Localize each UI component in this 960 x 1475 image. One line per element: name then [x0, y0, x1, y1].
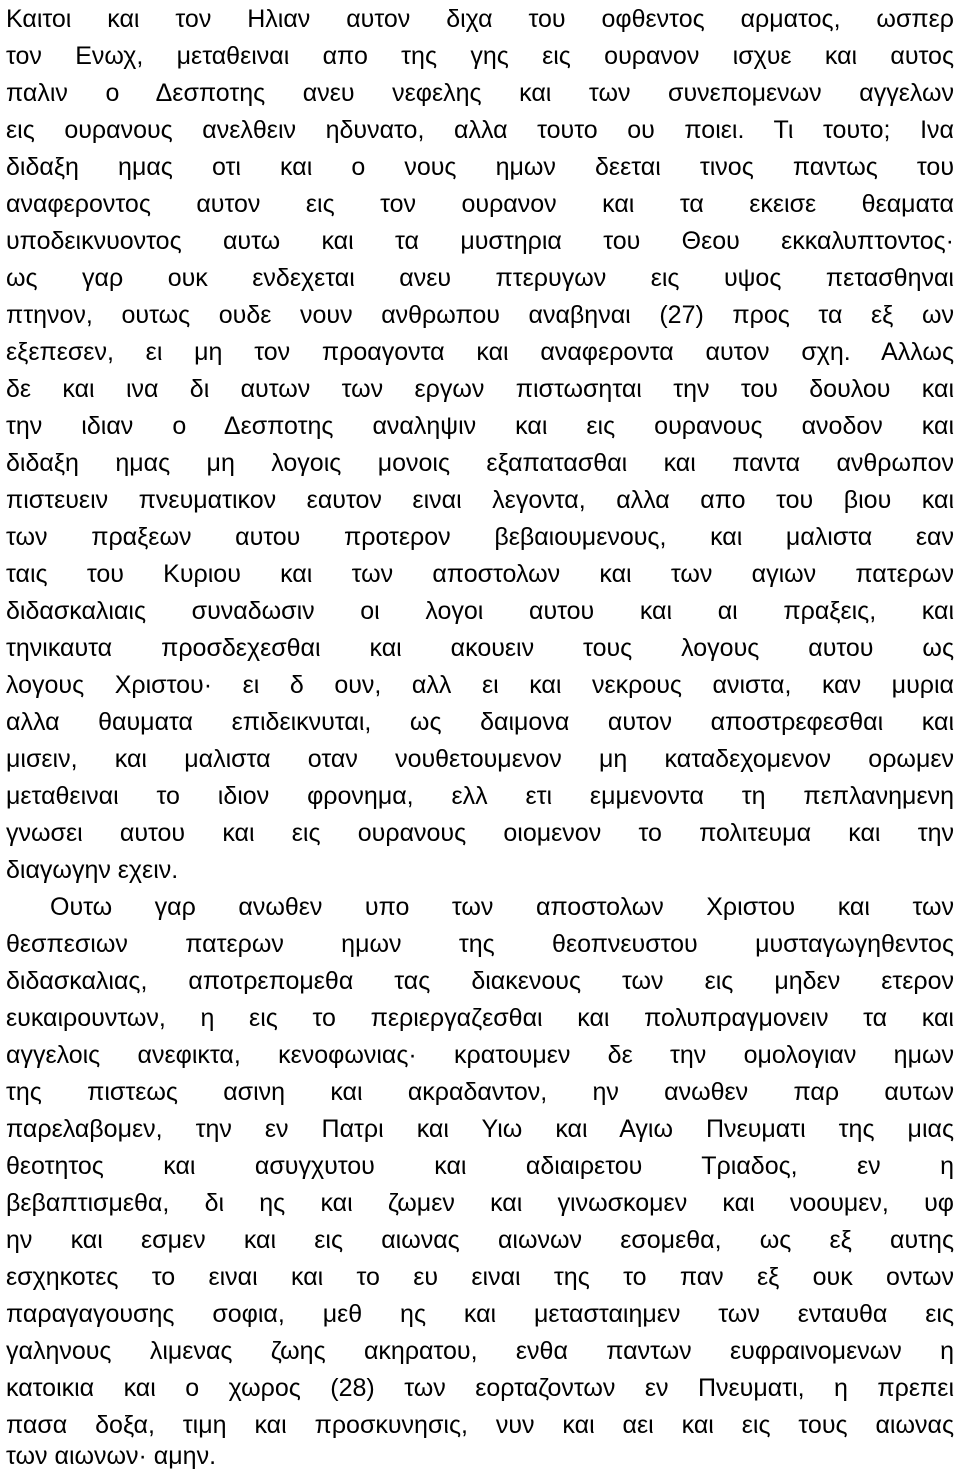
text-line: Ουτω γαρ ανωθεν υπο των αποστολων Χριστου και των	[50, 893, 954, 921]
text-line: εις ουρανους ανελθειν ηδυνατο, αλλα τουτο ου ποιει. Τι τουτο; Ινα	[6, 116, 954, 144]
text-line: διδαξη ημας οτι και ο νους ημων δεεται τινος παντως του	[6, 153, 954, 181]
text-line: την ιδιαν ο Δεσποτης αναληψιν και εις ουρανους ανοδον και	[6, 412, 954, 440]
text-line: υποδεικνυοντος αυτω και τα μυστηρια του Θεου εκκαλυπτοντος·	[6, 227, 954, 255]
text-line: βεβαπτισμεθα, δι ης και ζωμεν και γινωσκομεν και νοουμεν, υφ	[6, 1189, 954, 1217]
text-line: μεταθειναι το ιδιον φρονημα, ελλ ετι εμμενοντα τη πεπλανημενη	[6, 782, 954, 810]
text-line: ταις του Κυριου και των αποστολων και των αγιων πατερων	[6, 560, 954, 588]
text-line: δε και ινα δι αυτων των εργων πιστωσηται την του δουλου και	[6, 375, 954, 403]
text-line: διδαξη ημας μη λογοις μονοις εξαπατασθαι και παντα ανθρωπον	[6, 449, 954, 477]
text-line: ως γαρ ουκ ενδεχεται ανευ πτερυγων εις υψος πετασθηναι	[6, 264, 954, 292]
text-line: ευκαιρουντων, η εις το περιεργαζεσθαι και πολυπραγμονειν τα και	[6, 1004, 954, 1032]
text-line: τον Ενωχ, μεταθειναι απο της γης εις ουρανον ισχυε και αυτος	[6, 42, 954, 70]
text-line: διαγωγην εχειν.	[6, 856, 179, 884]
text-line: αναφεροντος αυτον εις τον ουρανον και τα εκεισε θεαματα	[6, 190, 954, 218]
text-line: θεσπεσιων πατερων ημων της θεοπνευστου μυσταγωγηθεντος	[6, 930, 954, 958]
text-line: πασα δοξα, τιμη και προσκυνησις, νυν και αει και εις τους αιωνας	[6, 1411, 954, 1439]
text-line: αγγελοις ανεφικτα, κενοφωνιας· κρατουμεν δε την ομολογιαν ημων	[6, 1041, 954, 1069]
text-line: παραγαγουσης σοφια, μεθ ης και μετασταιημεν των ενταυθα εις	[6, 1300, 954, 1328]
text-line: εξεπεσεν, ει μη τον προαγοντα και αναφεροντα αυτον σχη. Αλλως	[6, 338, 954, 366]
text-line: αλλα θαυματα επιδεικνυται, ως δαιμονα αυτον αποστρεφεσθαι και	[6, 708, 954, 736]
text-line: των πραξεων αυτου προτερον βεβαιουμενους, και μαλιστα εαν	[6, 523, 954, 551]
text-line: πιστευειν πνευματικον εαυτον ειναι λεγοντα, αλλα απο του βιου και	[6, 486, 954, 514]
text-line: παρελαβομεν, την εν Πατρι και Υιω και Αγιω Πνευματι της μιας	[6, 1115, 954, 1143]
text-line: γνωσει αυτου και εις ουρανους οιομενον το πολιτευμα και την	[6, 819, 954, 847]
text-line: ην και εσμεν και εις αιωνας αιωνων εσομεθα, ως εξ αυτης	[6, 1226, 954, 1254]
text-line: εσχηκοτες το ειναι και το ευ ειναι της το παν εξ ουκ οντων	[6, 1263, 954, 1291]
text-line: της πιστεως ασινη και ακραδαντον, ην ανωθεν παρ αυτων	[6, 1078, 954, 1106]
text-line: των αιωνων· αμην.	[6, 1442, 217, 1470]
text-line: λογους Χριστου· ει δ ουν, αλλ ει και νεκρους ανιστα, καν μυρια	[6, 671, 954, 699]
text-line: Καιτοι και τον Ηλιαν αυτον διχα του οφθεντος αρματος, ωσπερ	[6, 5, 954, 33]
text-line: θεοτητος και ασυγχυτου και αδιαιρετου Τριαδος, εν η	[6, 1152, 954, 1180]
text-line: κατοικια και ο χωρος (28) των εορταζοντων εν Πνευματι, η πρεπει	[6, 1374, 954, 1402]
text-line: μισειν, και μαλιστα οταν νουθετουμενον μη καταδεχομενον ορωμεν	[6, 745, 954, 773]
text-line: πτηνον, ουτως ουδε νουν ανθρωπου αναβηναι (27) προς τα εξ ων	[6, 301, 954, 329]
text-line: τηνικαυτα προσδεχεσθαι και ακουειν τους λογους αυτου ως	[6, 634, 954, 662]
text-line: γαληνους λιμενας ζωης ακηρατου, ενθα παντων ευφραινομενων η	[6, 1337, 954, 1365]
text-line: παλιν ο Δεσποτης ανευ νεφελης και των συνεπομενων αγγελων	[6, 79, 954, 107]
text-line: διδασκαλιας, αποτρεπομεθα τας διακενους των εις μηδεν ετερον	[6, 967, 954, 995]
text-line: διδασκαλιαις συναδωσιν οι λογοι αυτου και αι πραξεις, και	[6, 597, 954, 625]
